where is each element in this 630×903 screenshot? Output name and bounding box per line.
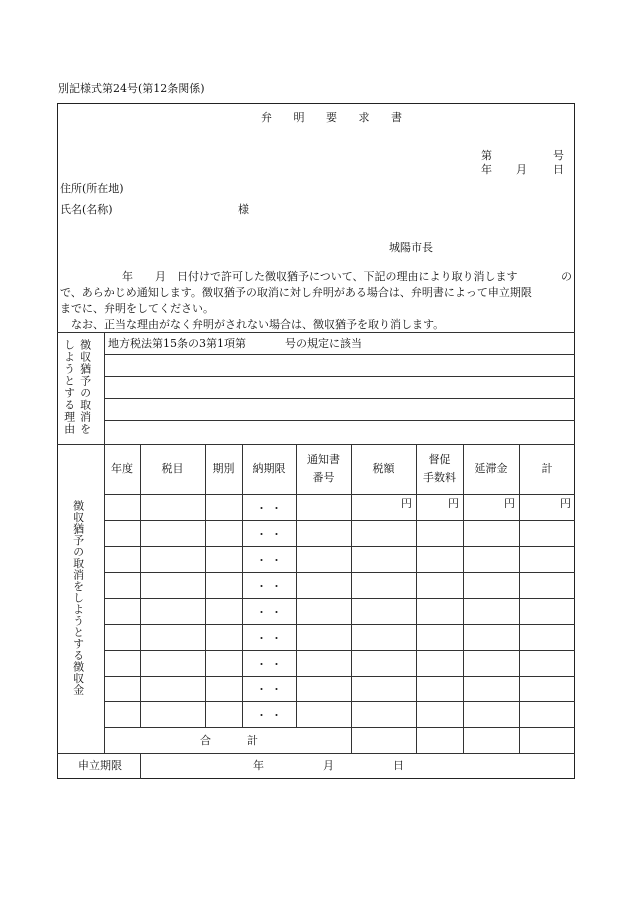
deadline-label: 申立期限 (78, 759, 122, 772)
row-line (104, 624, 575, 625)
amount-side-label: 徴収猶予の取消をしようとする徴収金 (71, 500, 85, 696)
reason-line-suffix: 号の規定に該当 (285, 337, 362, 350)
header-notice-number (296, 444, 351, 494)
row-line (104, 546, 575, 547)
due-date-dots: ・・ (256, 554, 286, 567)
header-notice-number-line1: 通知書 (307, 453, 340, 467)
header-tax-amount: 税額 (372, 462, 395, 476)
unit-yen: 円 (401, 497, 412, 510)
amount-bottom-border (57, 753, 575, 754)
doc-date-year: 年 (481, 163, 492, 176)
due-date-dots: ・・ (256, 606, 286, 619)
total-label-1: 合 (200, 734, 211, 747)
row-line (104, 727, 575, 728)
body-line1-end: の (561, 270, 572, 283)
doc-number-suffix: 号 (553, 149, 564, 162)
header-period: 期別 (212, 462, 235, 476)
due-date-dots: ・・ (256, 528, 286, 541)
honorific: 様 (238, 203, 249, 216)
address-label: 住所(所在地) (60, 182, 124, 195)
doc-date-day: 日 (553, 163, 564, 176)
document-title: 弁 明 要 求 書 (261, 111, 411, 124)
body-line3: までに、弁明をしてください。 (60, 302, 214, 315)
header-tax-item: 税目 (161, 462, 184, 476)
header-total: 計 (541, 462, 553, 476)
reason-label-divider (104, 332, 105, 444)
name-label: 氏名(名称) (60, 203, 113, 216)
body-month: 月 (155, 270, 166, 283)
due-date-dots: ・・ (256, 709, 286, 722)
row-line (104, 676, 575, 677)
header-fee-line2: 手数料 (423, 471, 456, 484)
body-year: 年 (122, 270, 133, 283)
reason-line-prefix: 地方税法第15条の3第1項第 (108, 337, 246, 350)
header-year: 年度 (111, 462, 133, 476)
reason-label-col2: しようとする理由 (62, 339, 76, 435)
reason-row-line (104, 398, 575, 399)
unit-yen: 円 (560, 497, 571, 510)
row-line (104, 650, 575, 651)
header-bottom-line (104, 494, 575, 495)
body-line1: 日付けで許可した徴収猶予について、下記の理由により取り消します (177, 270, 518, 283)
reason-row-line (104, 354, 575, 355)
header-fee-line1: 督促 (428, 453, 451, 467)
reason-row-line (104, 420, 575, 421)
row-line (104, 701, 575, 702)
row-line (104, 572, 575, 573)
header-notice-number-line2: 番号 (312, 471, 335, 484)
due-date-dots: ・・ (256, 683, 286, 696)
due-date-dots: ・・ (256, 658, 286, 671)
deadline-year: 年 (253, 759, 264, 772)
unit-yen: 円 (448, 497, 459, 510)
issuer-name: 城陽市長 (389, 241, 433, 254)
unit-yen: 円 (504, 497, 515, 510)
doc-date-month: 月 (516, 163, 527, 176)
form-number-label: 別記様式第24号(第12条関係) (58, 82, 205, 95)
deadline-month: 月 (323, 759, 334, 772)
due-date-dots: ・・ (256, 632, 286, 645)
form-frame (57, 103, 575, 779)
header-due-date: 納期限 (252, 462, 286, 476)
reason-row-line (104, 376, 575, 377)
deadline-divider (140, 753, 141, 779)
deadline-day: 日 (393, 759, 404, 772)
body-line4: なお、正当な理由がなく弁明がされない場合は、徴収猶予を取り消します。 (71, 318, 445, 331)
due-date-dots: ・・ (256, 502, 286, 515)
row-line (104, 520, 575, 521)
header-fee (416, 444, 463, 494)
row-line (104, 598, 575, 599)
total-label-2: 計 (247, 734, 258, 747)
reason-label-col1: 徴収猶予の取消を (78, 339, 92, 435)
body-line2: で、あらかじめ通知します。徴収猶予の取消に対し弁明がある場合は、弁明書によって申立期限 (60, 286, 532, 299)
doc-number-prefix: 第 (481, 149, 492, 162)
reason-top-border (57, 332, 575, 333)
due-date-dots: ・・ (256, 580, 286, 593)
header-delay: 延滞金 (474, 462, 508, 476)
